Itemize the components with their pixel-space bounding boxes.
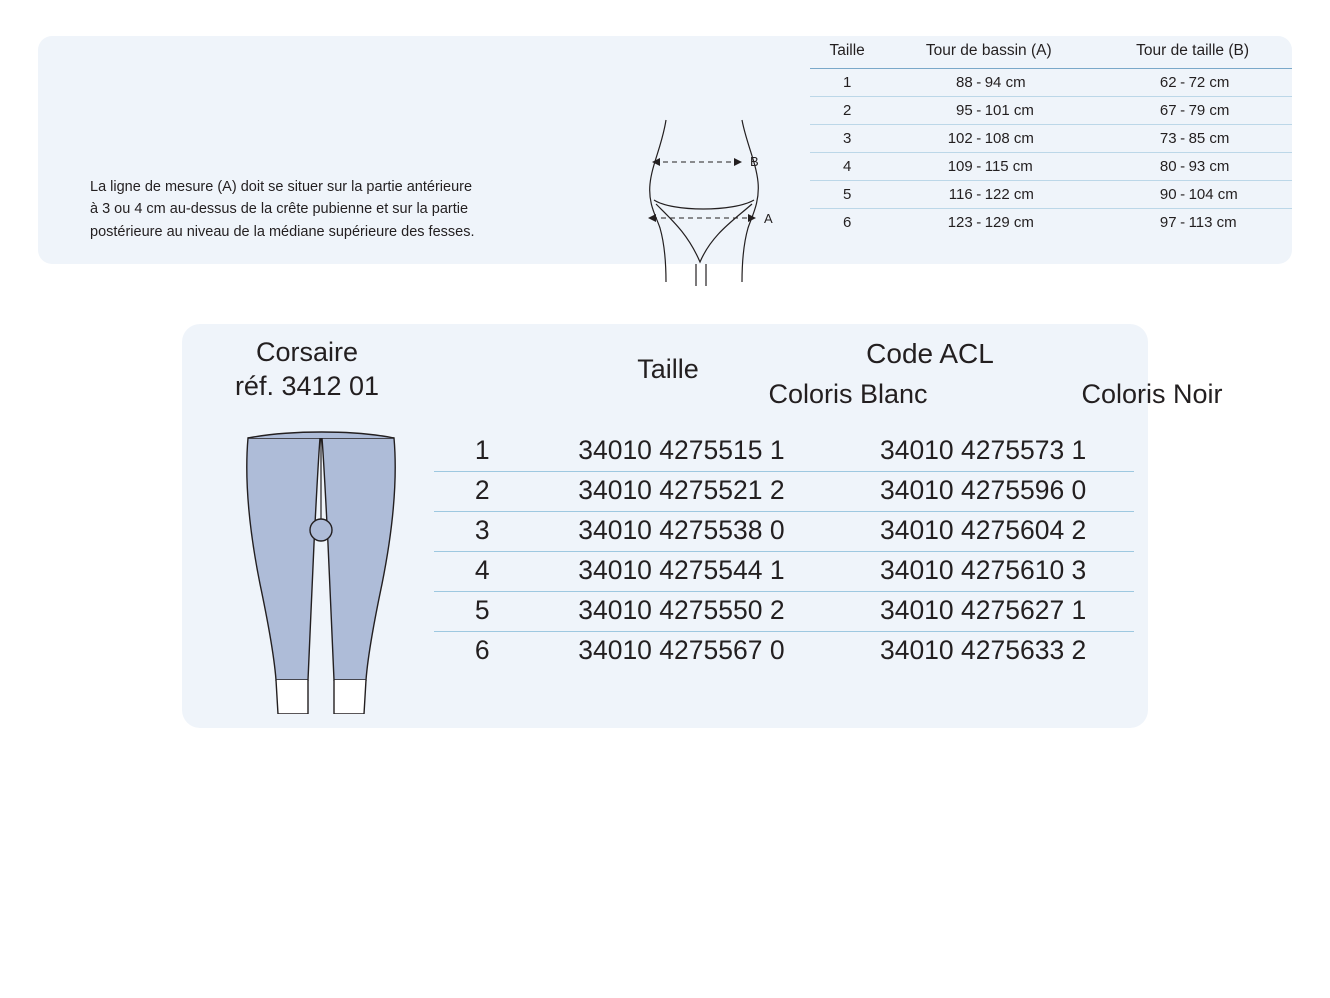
range-dash: -	[976, 186, 982, 203]
table-row	[810, 125, 1292, 153]
table-row	[434, 432, 1134, 472]
cell-hip	[884, 209, 1093, 237]
cell-hip	[884, 125, 1093, 153]
body-measurement-diagram	[638, 116, 808, 286]
cell-size: 5	[434, 592, 531, 632]
cell-code-white: 34010 4275550 2	[531, 592, 833, 632]
hip-low: 88	[956, 74, 973, 91]
cell-waist	[1093, 97, 1292, 125]
hip-high: 122 cm	[984, 186, 1034, 203]
header-hip: Tour de bassin (A)	[884, 36, 1093, 69]
cell-hip	[884, 181, 1093, 209]
hip-low: 102	[947, 130, 973, 147]
range-dash: -	[976, 130, 982, 147]
waist-high: 85 cm	[1188, 130, 1230, 147]
measurement-instructions	[90, 176, 590, 243]
corsaire-garment-illustration	[230, 424, 420, 714]
size-table-header-row	[810, 36, 1292, 69]
range-dash: -	[1180, 186, 1186, 203]
cell-code-black: 34010 4275610 3	[832, 552, 1134, 592]
waist-high: 93 cm	[1188, 158, 1230, 175]
waist-high: 79 cm	[1188, 102, 1230, 119]
range-dash: -	[976, 102, 982, 119]
hip-low: 123	[947, 214, 973, 231]
header-product-size: Taille	[637, 354, 699, 384]
cell-waist	[1093, 69, 1292, 97]
cell-code-black: 34010 4275573 1	[832, 432, 1134, 472]
cell-size: 6	[842, 214, 852, 231]
cell-code-black: 34010 4275596 0	[832, 472, 1134, 512]
hip-low: 109	[947, 158, 973, 175]
product-code-header	[182, 324, 1223, 417]
hip-high: 101 cm	[984, 102, 1034, 119]
hip-high: 129 cm	[984, 214, 1034, 231]
range-dash: -	[1180, 130, 1186, 147]
header-waist: Tour de taille (B)	[1093, 36, 1292, 69]
table-row	[810, 181, 1292, 209]
cell-hip	[884, 97, 1093, 125]
waist-low: 90	[1159, 186, 1177, 203]
cell-waist	[1093, 209, 1292, 237]
cell-waist	[1093, 181, 1292, 209]
waist-low: 97	[1159, 214, 1177, 231]
cell-hip	[884, 69, 1093, 97]
cell-size: 2	[434, 472, 531, 512]
product-reference: réf. 3412 01	[234, 370, 380, 401]
diagram-label-a: A	[764, 211, 773, 226]
range-dash: -	[1180, 74, 1186, 91]
table-row	[810, 97, 1292, 125]
table-row	[434, 632, 1134, 672]
cell-size: 1	[434, 432, 531, 472]
waist-low: 62	[1159, 74, 1177, 91]
table-row	[434, 472, 1134, 512]
waist-low: 67	[1159, 102, 1177, 119]
cell-size: 6	[474, 635, 490, 665]
instruction-line-3: postérieure au niveau de la médiane supérieure des fesses.	[90, 223, 475, 240]
table-row	[434, 552, 1134, 592]
hip-high: 94 cm	[984, 74, 1026, 91]
cell-size: 3	[810, 125, 884, 153]
acl-codes-table	[434, 432, 1134, 671]
cell-size: 3	[434, 512, 531, 552]
range-dash: -	[1180, 158, 1186, 175]
waist-high: 104 cm	[1188, 186, 1238, 203]
range-dash: -	[976, 74, 982, 91]
table-row	[434, 512, 1134, 552]
cell-size: 2	[810, 97, 884, 125]
cell-code-white: 34010 4275544 1	[531, 552, 833, 592]
waist-high: 113 cm	[1188, 214, 1237, 231]
cell-size: 4	[434, 552, 531, 592]
hip-low: 95	[956, 102, 973, 119]
range-dash: -	[976, 158, 982, 175]
cell-waist	[1093, 153, 1292, 181]
hip-low: 116	[948, 186, 973, 203]
header-size: Taille	[810, 36, 884, 69]
cell-code-white: 34010 4275521 2	[531, 472, 833, 512]
diagram-label-b: B	[750, 154, 759, 169]
hip-high: 108 cm	[984, 130, 1034, 147]
table-row	[810, 69, 1292, 97]
waist-low: 73	[1159, 130, 1177, 147]
waist-high: 72 cm	[1188, 74, 1230, 91]
header-acl-code: Code ACL	[866, 338, 994, 369]
product-name-block	[204, 336, 410, 404]
size-measurement-table	[810, 36, 1292, 236]
instruction-line-1: La ligne de mesure (A) doit se situer sur la partie antérieure	[90, 179, 473, 195]
product-name: Corsaire	[255, 337, 359, 367]
cell-code-black: 34010 4275633 2	[879, 635, 1087, 665]
range-dash: -	[1180, 214, 1186, 231]
cell-code-black: 34010 4275604 2	[832, 512, 1134, 552]
cell-code-white: 34010 4275567 0	[578, 635, 785, 665]
hip-high: 115 cm	[984, 158, 1033, 175]
table-row	[810, 209, 1292, 237]
header-color-white: Coloris Blanc	[768, 379, 928, 409]
cell-code-white: 34010 4275515 1	[531, 432, 833, 472]
cell-waist	[1093, 125, 1292, 153]
cell-code-black: 34010 4275627 1	[832, 592, 1134, 632]
table-row	[810, 153, 1292, 181]
header-color-black: Coloris Noir	[1081, 379, 1223, 409]
cell-code-white: 34010 4275538 0	[531, 512, 833, 552]
range-dash: -	[976, 214, 982, 231]
waist-low: 80	[1159, 158, 1177, 175]
cell-size: 1	[810, 69, 884, 97]
instruction-line-2: à 3 ou 4 cm au-dessus de la crête pubienne et sur la partie	[90, 201, 469, 218]
cell-size: 4	[810, 153, 884, 181]
range-dash: -	[1180, 102, 1186, 119]
cell-hip	[884, 153, 1093, 181]
table-row	[434, 592, 1134, 632]
product-code-panel	[182, 324, 1223, 728]
cell-size: 5	[810, 181, 884, 209]
